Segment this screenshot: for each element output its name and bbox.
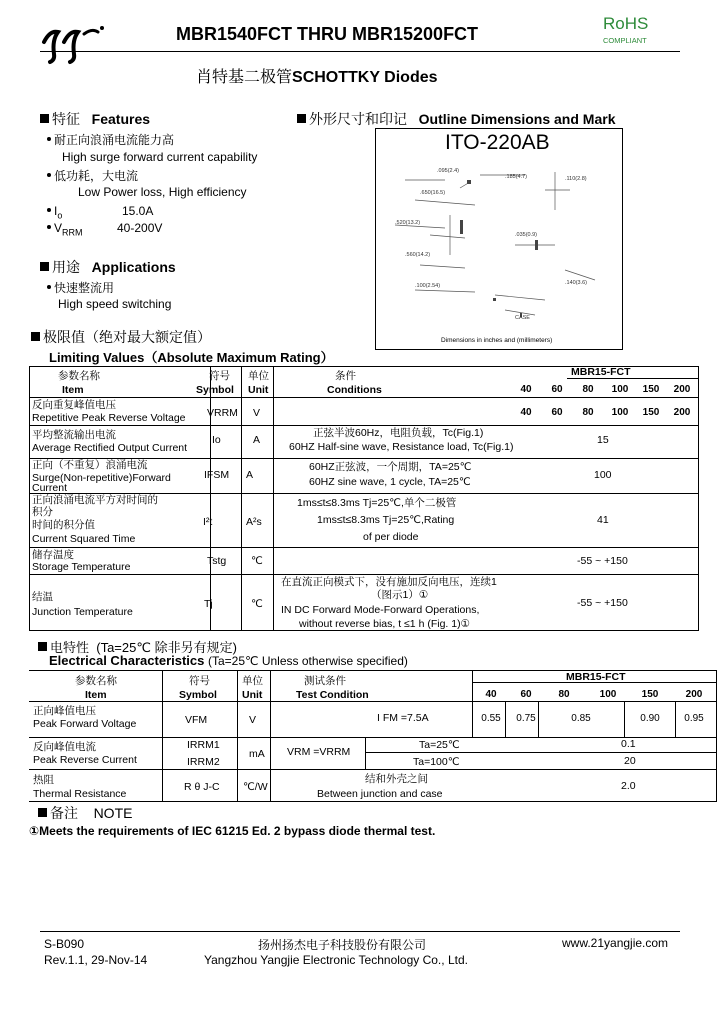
row-i2t-unit: A²s — [246, 516, 262, 528]
note-heading: 备注 NOTE — [38, 803, 132, 823]
row-i2t-cn1: 正向浪涌电流平方对时间的 — [32, 494, 158, 506]
footer-rev: Rev.1.1, 29-Nov-14 — [44, 953, 148, 967]
vrrm-value: 60 — [551, 407, 563, 418]
ec-col-symbol-cn: 符号 — [189, 675, 210, 687]
row-io-en: Average Rectified Output Current — [32, 442, 188, 454]
outline-caption: Dimensions in inches and (millimeters) — [441, 337, 553, 344]
row-tj-cond1: 在直流正向模式下，没有施加反向电压，连续1 — [281, 576, 497, 588]
row-io-unit: A — [253, 434, 261, 446]
col-unit-cn: 单位 — [248, 370, 269, 382]
vrrm-value: 200 — [673, 407, 691, 418]
row-ifsm-en1: Surge(Non-repetitive)Forward — [32, 472, 171, 484]
row-i2t-cn2: 积分 — [32, 506, 53, 518]
col-symbol-en: Symbol — [196, 384, 234, 396]
rth-cond-cn: 结和外壳之间 — [365, 773, 428, 785]
limiting-heading-cn: 极限值（绝对最大额定值） — [31, 327, 211, 347]
dim-label: .650(16.5) — [420, 190, 446, 196]
ec-voltage-header: 40 — [485, 689, 497, 700]
dim-label: .185(4.7) — [505, 174, 528, 180]
row-tj-cond2: （图示1）① — [371, 589, 429, 601]
product-title-en: SCHOTTKY Diodes — [292, 69, 438, 86]
features-heading: 特征 Features — [40, 109, 150, 129]
row-tstg-en: Storage Temperature — [32, 561, 131, 573]
outline-drawing — [385, 160, 615, 330]
note-text: ①Meets the requirements of IEC 61215 Ed. 2 bypass diode thermal test. — [29, 824, 436, 838]
row-i2t-cond2: 1ms≤t≤8.3ms Tj=25℃,Rating — [317, 514, 455, 526]
ec-voltage-header: 80 — [558, 689, 570, 700]
vf-value: 0.55 — [481, 713, 501, 724]
bullet-dot-icon — [47, 137, 51, 141]
row-ifsm-symbol: IFSM — [204, 469, 230, 481]
voltage-header: 60 — [551, 384, 563, 395]
ir-value2: 20 — [624, 755, 636, 767]
bullet-dot-icon — [47, 208, 51, 212]
row-ifsm-cn: 正向（不重复）浪涌电流 — [32, 459, 148, 471]
dim-label: CASE — [515, 315, 530, 321]
feature-io: $I_o$ — [47, 204, 62, 220]
vrrm-value: 40 — [520, 407, 532, 418]
row-tj-unit: ℃ — [251, 598, 263, 610]
vrrm-value: 100 — [611, 407, 629, 418]
row-tj-en: Junction Temperature — [32, 606, 133, 618]
feature-vrrm: $V_{RRM}$ — [47, 221, 83, 237]
feature-io-value: 15.0A — [122, 204, 154, 218]
row-vrrm-cn: 反向重复峰值电压 — [32, 399, 116, 411]
ec-voltage-header: 60 — [520, 689, 532, 700]
dim-label: .560(14.2) — [405, 252, 431, 258]
rth-en: Thermal Resistance — [33, 788, 127, 800]
col-item-cn: 参数名称 — [58, 370, 100, 382]
application-cn: 快速整流用 — [47, 279, 114, 296]
dim-label: .140(3.6) — [565, 280, 588, 286]
row-ifsm-cond-en: 60HZ sine wave, 1 cycle, TA=25℃ — [309, 476, 471, 488]
header-rule — [40, 51, 680, 52]
bullet-dot-icon — [47, 225, 51, 229]
col-cond-en: Conditions — [327, 384, 382, 396]
bullet-dot-icon — [47, 285, 51, 289]
applications-heading: 用途 Applications — [40, 257, 176, 277]
vf-value: 0.85 — [571, 713, 591, 724]
vf-en: Peak Forward Voltage — [33, 718, 137, 730]
row-tstg-symbol: Tstg — [207, 555, 227, 567]
ir-cn: 反向峰值电流 — [33, 741, 96, 753]
row-ifsm-unit: A — [246, 469, 254, 481]
ec-voltage-header: 150 — [641, 689, 659, 700]
row-io-cn: 平均整流输出电流 — [32, 429, 116, 441]
ec-col-cond-cn: 测试条件 — [304, 675, 346, 687]
ir-unit: mA — [249, 748, 265, 760]
ir-symbol2: IRRM2 — [187, 756, 220, 768]
row-tstg-cn: 储存温度 — [32, 549, 74, 561]
ec-col-item-en: Item — [85, 689, 107, 701]
feature-vrrm-value: 40-200V — [117, 221, 163, 235]
vf-value: 0.75 — [516, 713, 536, 724]
footer-company-cn: 扬州扬杰电子科技股份有限公司 — [258, 938, 427, 952]
row-io-cond-en: 60HZ Half-sine wave, Resistance load, Tc(Fig.1) — [289, 441, 514, 453]
row-tj-cond4: without reverse bias, t ≤1 h (Fig. 1)① — [299, 618, 470, 630]
ec-col-unit-en: Unit — [242, 689, 263, 701]
col-cond-cn: 条件 — [335, 370, 356, 382]
vf-cn: 正向峰值电压 — [33, 705, 96, 717]
bullet-square-icon — [40, 262, 49, 271]
rohs-label: RoHS — [603, 14, 649, 33]
bullet-square-icon — [31, 332, 40, 341]
row-ifsm-en2: Current — [32, 482, 68, 494]
rth-symbol: R θ J-C — [184, 781, 220, 793]
rth-cond-en: Between junction and case — [317, 788, 443, 800]
voltage-header: 200 — [673, 384, 691, 395]
outline-heading: 外形尺寸和印记 Outline Dimensions and Mark — [297, 109, 616, 129]
row-ifsm-cond-cn: 60HZ正弦波，一个周期，TA=25℃ — [309, 461, 472, 473]
row-i2t-symbol: I²t — [203, 516, 213, 528]
voltage-header: 100 — [611, 384, 629, 395]
ec-col-cond-en: Test Condition — [296, 689, 369, 701]
row-io-cond-cn: 正弦半波60Hz，电阻负载，Tc(Fig.1) — [313, 427, 484, 439]
part-range-title: MBR1540FCT THRU MBR15200FCT — [176, 24, 479, 44]
voltage-header: 80 — [582, 384, 594, 395]
product-title — [196, 64, 438, 87]
row-io-value: 15 — [597, 434, 609, 446]
vrrm-value: 80 — [582, 407, 594, 418]
feature-2-en: Low Power loss, High efficiency — [78, 185, 247, 199]
ir-cond: VRM =VRRM — [287, 746, 351, 758]
dim-label: .095(2.4) — [437, 168, 460, 174]
bullet-square-icon — [38, 808, 47, 817]
bullet-square-icon — [297, 114, 306, 123]
vf-cond: I FM =7.5A — [377, 712, 429, 724]
vf-value: 0.95 — [684, 713, 704, 724]
rth-value: 2.0 — [621, 780, 636, 792]
col-unit-en: Unit — [248, 384, 269, 396]
ec-col-item-cn: 参数名称 — [75, 675, 117, 687]
ec-series-label: MBR15-FCT — [566, 671, 626, 683]
rohs-compliant: COMPLIANT — [603, 36, 647, 45]
voltage-header: 40 — [520, 384, 532, 395]
rth-cn: 热阻 — [33, 774, 54, 786]
dim-label: .110(2.8) — [565, 176, 587, 182]
bullet-dot-icon — [47, 173, 51, 177]
vf-value: 0.90 — [640, 713, 660, 724]
company-logo — [38, 20, 108, 66]
row-i2t-cond3: of per diode — [363, 531, 419, 543]
dim-label: .100(2.54) — [415, 283, 441, 289]
row-tj-cn: 结温 — [32, 591, 53, 603]
limiting-table — [29, 366, 699, 631]
vf-unit: V — [249, 714, 257, 726]
ir-value1: 0.1 — [621, 738, 636, 750]
row-ifsm-value: 100 — [594, 469, 612, 481]
vf-symbol: VFM — [185, 714, 208, 726]
row-tj-value: -55 ~ +150 — [577, 597, 628, 609]
ir-symbol1: IRRM1 — [187, 739, 220, 751]
series-label: MBR15-FCT — [571, 366, 631, 378]
row-vrrm-en: Repetitive Peak Reverse Voltage — [32, 412, 186, 424]
package-name: ITO-220AB — [445, 131, 550, 154]
row-io-symbol: Io — [212, 434, 221, 446]
voltage-header: 150 — [642, 384, 660, 395]
electrical-heading-en: Electrical Characteristics (Ta=25℃ Unless otherwise specified) — [49, 653, 408, 668]
rth-unit: ℃/W — [243, 781, 268, 793]
vrrm-value: 150 — [642, 407, 660, 418]
ec-voltage-header: 100 — [599, 689, 617, 700]
row-i2t-cn3: 时间的积分值 — [32, 519, 95, 531]
row-i2t-en: Current Squared Time — [32, 533, 136, 545]
row-tstg-unit: ℃ — [251, 555, 263, 567]
electrical-table — [29, 670, 717, 802]
col-symbol-cn: 符号 — [209, 370, 230, 382]
row-tj-symbol: Tj — [204, 598, 213, 610]
row-tj-cond3: IN DC Forward Mode-Forward Operations, — [281, 604, 480, 616]
dim-label: .520(13.2) — [395, 220, 421, 226]
ir-en: Peak Reverse Current — [33, 754, 137, 766]
bullet-square-icon — [38, 642, 47, 651]
feature-1-cn: 耐正向浪涌电流能力高 — [47, 131, 174, 148]
footer-code: S-B090 — [44, 937, 85, 951]
row-i2t-cond1: 1ms≤t≤8.3ms Tj=25℃,单个二极管 — [297, 497, 457, 509]
ec-col-symbol-en: Symbol — [179, 689, 217, 701]
feature-2-cn: 低功耗，大电流 — [47, 167, 138, 184]
row-i2t-value: 41 — [597, 514, 609, 526]
feature-1-en: High surge forward current capability — [62, 150, 258, 164]
row-vrrm-unit: V — [253, 407, 261, 419]
row-vrrm-symbol: VRRM — [207, 407, 238, 419]
col-item-en: Item — [62, 384, 84, 396]
dim-label: .035(0.9) — [515, 232, 538, 238]
row-tstg-value: -55 ~ +150 — [577, 555, 628, 567]
ir-temp2: Ta=100℃ — [413, 756, 460, 768]
electrical-heading-cn: 电特性 (Ta=25℃ 除非另有规定) — [38, 637, 237, 656]
application-en: High speed switching — [58, 297, 172, 311]
limiting-heading-en: Limiting Values（Absolute Maximum Rating） — [49, 350, 334, 365]
ec-col-unit-cn: 单位 — [242, 675, 263, 687]
rohs-badge — [603, 14, 663, 45]
bullet-square-icon — [40, 114, 49, 123]
footer-rule — [40, 931, 680, 932]
product-title-cn: 肖特基二极管 — [196, 69, 293, 86]
footer-website[interactable]: www.21yangjie.com — [562, 936, 669, 950]
footer-company-en: Yangzhou Yangjie Electronic Technology Co., Ltd. — [204, 953, 468, 967]
ec-voltage-header: 200 — [685, 689, 703, 700]
ir-temp1: Ta=25℃ — [419, 739, 460, 751]
